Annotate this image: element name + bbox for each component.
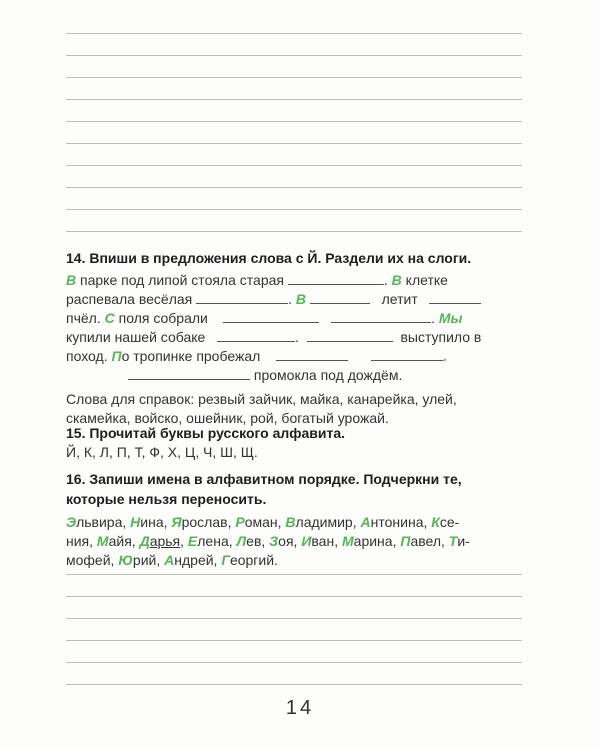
green-letter: Я: [171, 514, 182, 530]
text-fragment: пчёл.: [66, 310, 101, 326]
writing-line: [66, 574, 522, 575]
answer-blank[interactable]: [223, 310, 319, 323]
name-rest: рий,: [132, 552, 165, 568]
name-rest: оман,: [244, 514, 286, 530]
green-letter: П: [111, 348, 122, 364]
green-letter: Р: [235, 514, 245, 530]
text-fragment: поля собрали: [114, 310, 208, 326]
green-letter: Э: [66, 514, 77, 530]
name-rest: ндрей,: [174, 552, 222, 568]
name-rest: ина,: [140, 514, 172, 530]
writing-line: [66, 33, 522, 34]
green-letter: В: [66, 272, 77, 288]
green-letter: И: [301, 533, 312, 549]
writing-line: [66, 55, 522, 56]
names-line: [66, 551, 528, 570]
name-rest: авел,: [410, 533, 449, 549]
writing-line: [66, 684, 522, 685]
name-rest: ладимир,: [295, 514, 361, 530]
green-letter: С: [104, 310, 115, 326]
text-line: [66, 366, 528, 385]
green-letter: М: [341, 533, 354, 549]
name-rest: лена,: [197, 533, 237, 549]
writing-line: [66, 640, 522, 641]
green-letter: Т: [448, 533, 458, 549]
text-fragment: .: [431, 310, 435, 326]
name-rest: еоргий.: [229, 552, 278, 568]
green-letter: В: [295, 291, 307, 307]
name-rest: нтонина,: [370, 514, 432, 530]
names-line: [66, 532, 528, 551]
reference-line: Слова для справок: резвый зайчик, майка, канарейка, улей,: [66, 391, 457, 407]
green-letter: В: [391, 272, 402, 288]
text-fragment: ,: [180, 533, 188, 549]
writing-line: [66, 596, 522, 597]
green-letter: Г: [221, 552, 230, 568]
names-list: [66, 513, 528, 570]
answer-blank[interactable]: [288, 272, 384, 285]
exercise-16-heading: 16. Запиши имена в алфавитном порядке. Подчеркни те,: [66, 471, 462, 487]
name-rest: и-: [457, 533, 470, 549]
answer-blank[interactable]: [128, 367, 250, 380]
text-fragment: летит: [381, 291, 418, 307]
green-period: .: [443, 348, 448, 364]
name-rest: оя,: [278, 533, 302, 549]
name-rest: айя,: [108, 533, 140, 549]
name-rest: арья: [149, 533, 181, 549]
text-fragment: .: [294, 329, 299, 345]
answer-blank[interactable]: [307, 329, 393, 342]
writing-line: [66, 143, 522, 144]
writing-line: [66, 165, 522, 166]
green-letter: Ю: [118, 552, 133, 568]
writing-line: [66, 662, 522, 663]
green-letter: З: [269, 533, 279, 549]
text-fragment: о тропинке пробежал: [121, 348, 261, 364]
exercise-16-heading: которые нельзя переносить.: [66, 491, 267, 507]
writing-line: [66, 618, 522, 619]
exercise-14: [66, 248, 528, 428]
green-letter: Н: [130, 514, 141, 530]
green-letter: П: [400, 533, 411, 549]
writing-line: [66, 187, 522, 188]
text-fragment: .: [288, 291, 293, 307]
green-letter: А: [360, 514, 371, 530]
writing-line: [66, 99, 522, 100]
text-fragment: клетке: [401, 272, 448, 288]
exercise-15: [66, 423, 528, 462]
writing-line: [66, 209, 522, 210]
text-fragment: ния,: [66, 533, 97, 549]
name-rest: се-: [439, 514, 460, 530]
answer-blank[interactable]: [276, 348, 348, 361]
green-letter: Д: [139, 533, 150, 549]
writing-line: [66, 231, 522, 232]
green-letter: Л: [236, 533, 247, 549]
answer-blank[interactable]: [196, 291, 288, 304]
green-letter: Е: [187, 533, 198, 549]
name-rest: рослав,: [181, 514, 236, 530]
text-fragment: поход.: [66, 348, 108, 364]
answer-blank[interactable]: [217, 329, 295, 342]
names-line: [66, 513, 528, 532]
writing-line: [66, 77, 522, 78]
answer-blank[interactable]: [429, 291, 481, 304]
alphabet-letters: Й, К, Л, П, Т, Ф, Х, Ц, Ч, Ш, Щ.: [66, 444, 258, 460]
text-line: В парке под липой стояла старая . В клетке: [66, 272, 448, 288]
green-letter: А: [164, 552, 175, 568]
writing-line: [66, 121, 522, 122]
exercise-16: [66, 469, 528, 570]
text-fragment: промокла под дождём.: [253, 367, 403, 383]
name-rest: львира,: [76, 514, 131, 530]
green-letter: К: [431, 514, 440, 530]
text-fragment: купили нашей собаке: [66, 329, 206, 345]
text-fragment: мофей,: [66, 552, 119, 568]
exercise-14-text: [66, 271, 528, 428]
name-rest: ван,: [311, 533, 342, 549]
text-line: [66, 328, 528, 347]
text-fragment: распевала весёлая: [66, 291, 193, 307]
green-letter: Мы: [438, 310, 463, 326]
exercise-14-heading: 14. Впиши в предложения слова с Й. Раздели их на слоги.: [66, 250, 472, 266]
text-fragment: парке под липой стояла старая: [76, 272, 284, 288]
text-line: [66, 347, 528, 366]
text-fragment: выступило в: [400, 329, 482, 345]
answer-blank[interactable]: [331, 310, 431, 323]
name-rest: арина,: [353, 533, 401, 549]
green-letter: В: [285, 514, 296, 530]
name-rest: ев,: [246, 533, 270, 549]
green-letter: М: [96, 533, 109, 549]
answer-blank[interactable]: [310, 291, 370, 304]
answer-blank[interactable]: [371, 348, 443, 361]
exercise-15-heading: 15. Прочитай буквы русского алфавита.: [66, 425, 346, 441]
reference-line: скамейка, войско, ошейник, рой, богатый урожай.: [66, 410, 389, 426]
page-number: 14: [285, 697, 315, 719]
text-line: [66, 309, 528, 328]
text-line: [66, 290, 528, 309]
